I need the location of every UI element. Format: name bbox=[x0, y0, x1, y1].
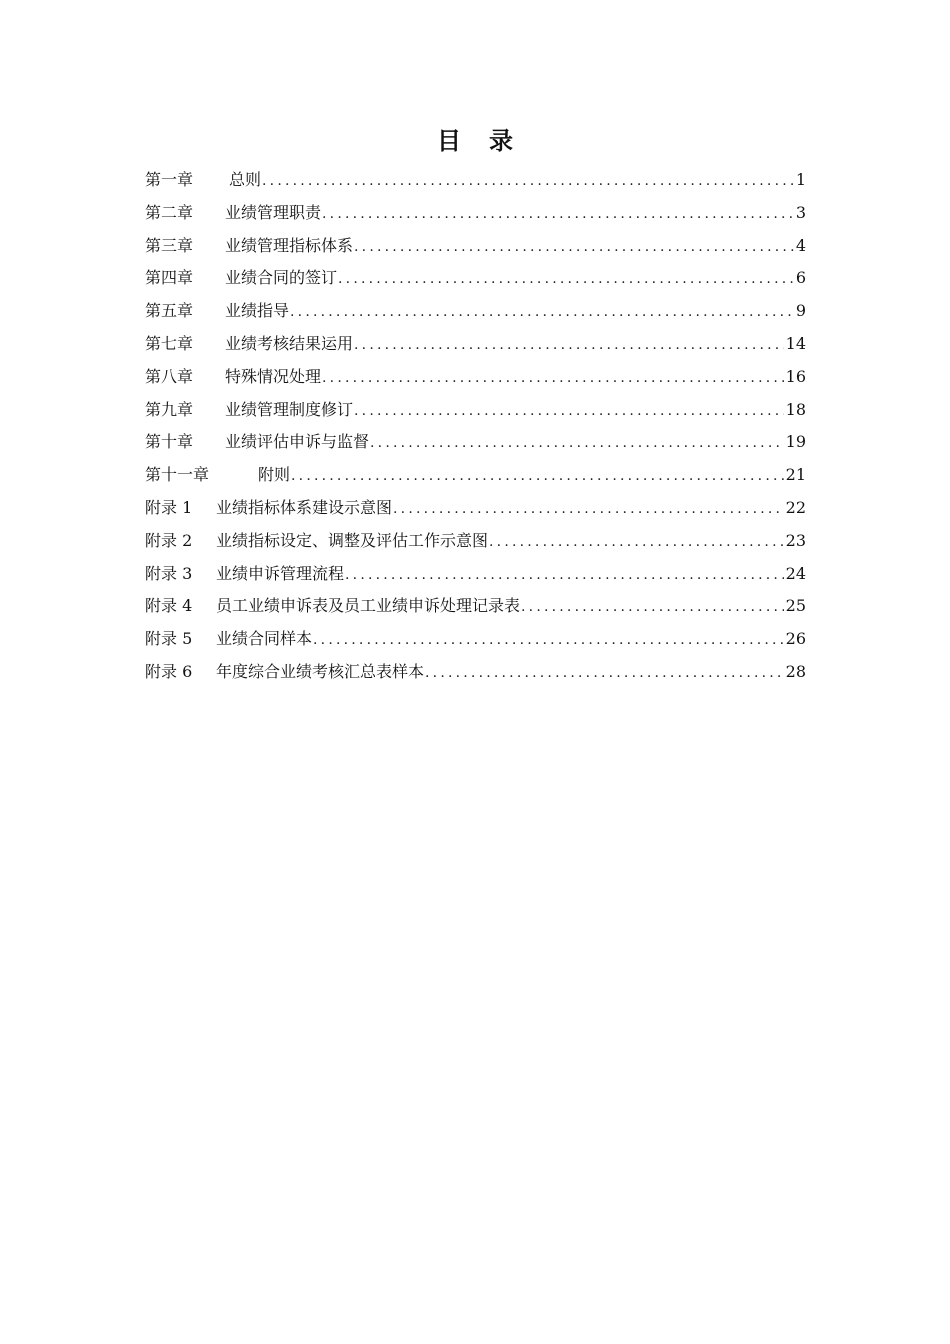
toc-entry[interactable] bbox=[145, 230, 806, 263]
toc-entry[interactable] bbox=[145, 361, 806, 394]
toc-entry[interactable] bbox=[145, 590, 806, 623]
toc-heading: 业绩考核结果运用 bbox=[225, 333, 354, 353]
toc-chapter-label: 第十章 bbox=[145, 432, 194, 452]
toc-heading: 员工业绩申诉表及员工业绩申诉处理记录表 bbox=[216, 596, 521, 616]
toc-page-number: 21 bbox=[785, 465, 806, 485]
toc-page-number: 23 bbox=[785, 530, 806, 550]
toc-heading: 附则 bbox=[258, 465, 291, 485]
toc-chapter-label: 第四章 bbox=[145, 268, 194, 288]
toc-entry[interactable] bbox=[145, 164, 806, 197]
toc-chapter-label: 第十一章 bbox=[145, 465, 210, 485]
toc-heading: 总则 bbox=[229, 170, 262, 189]
toc-heading: 业绩指标设定、调整及评估工作示意图 bbox=[216, 530, 489, 550]
toc-chapter-label: 附录 4 bbox=[145, 596, 193, 616]
toc-chapter-label: 附录 1 bbox=[145, 497, 193, 517]
toc-page-number: 6 bbox=[795, 268, 806, 288]
toc-heading: 业绩合同样本 bbox=[216, 629, 313, 649]
toc-page-number: 24 bbox=[785, 563, 806, 583]
toc-entry[interactable] bbox=[145, 197, 806, 230]
toc-heading: 业绩管理制度修订 bbox=[225, 399, 354, 419]
toc-dot-leader bbox=[313, 624, 784, 657]
toc-page-number: 19 bbox=[785, 432, 806, 452]
toc-dot-leader bbox=[354, 329, 784, 362]
toc-entry[interactable] bbox=[145, 525, 806, 558]
toc-chapter-label: 附录 5 bbox=[145, 629, 193, 649]
toc-entry[interactable] bbox=[145, 426, 806, 459]
toc-page-number: 26 bbox=[785, 629, 806, 649]
title-char-1: 目 bbox=[437, 127, 461, 155]
page-title bbox=[0, 124, 950, 158]
toc-page-number: 4 bbox=[795, 235, 806, 255]
toc-dot-leader bbox=[521, 591, 784, 624]
toc-entry[interactable] bbox=[145, 492, 806, 525]
toc-entry[interactable] bbox=[145, 623, 806, 656]
toc-dot-leader bbox=[291, 460, 784, 493]
toc-entry[interactable] bbox=[145, 459, 806, 492]
toc-entry[interactable] bbox=[145, 558, 806, 591]
toc-dot-leader bbox=[338, 263, 794, 296]
toc-chapter-label: 附录 2 bbox=[145, 530, 193, 550]
toc-heading: 业绩管理职责 bbox=[225, 202, 322, 222]
toc-entry[interactable] bbox=[145, 295, 806, 328]
toc-dot-leader bbox=[322, 198, 794, 231]
toc-page-number: 16 bbox=[785, 366, 806, 386]
toc-chapter-label: 第七章 bbox=[145, 333, 194, 353]
toc-page-number: 18 bbox=[785, 399, 806, 419]
toc-entry[interactable] bbox=[145, 394, 806, 427]
toc-dot-leader bbox=[290, 296, 794, 329]
toc-page-number: 28 bbox=[785, 661, 806, 681]
toc-heading: 业绩申诉管理流程 bbox=[216, 563, 345, 583]
toc-heading: 业绩合同的签订 bbox=[225, 268, 338, 288]
toc-heading: 业绩指标体系建设示意图 bbox=[216, 497, 393, 517]
toc-chapter-label: 第三章 bbox=[145, 235, 194, 255]
toc-chapter-label: 第五章 bbox=[145, 301, 194, 321]
toc-dot-leader bbox=[354, 231, 794, 264]
toc-dot-leader bbox=[345, 559, 784, 592]
toc-heading: 特殊情况处理 bbox=[225, 366, 322, 386]
toc-chapter-label: 第八章 bbox=[145, 366, 194, 386]
title-char-2: 录 bbox=[489, 127, 513, 155]
table-of-contents bbox=[145, 164, 806, 689]
toc-dot-leader bbox=[354, 395, 784, 428]
toc-entry[interactable] bbox=[145, 328, 806, 361]
toc-chapter-label: 第九章 bbox=[145, 399, 194, 419]
toc-entry[interactable] bbox=[145, 656, 806, 689]
toc-dot-leader bbox=[262, 165, 794, 198]
toc-page-number: 25 bbox=[785, 596, 806, 616]
toc-dot-leader bbox=[489, 526, 784, 559]
toc-heading: 年度综合业绩考核汇总表样本 bbox=[216, 661, 425, 681]
toc-heading: 业绩评估申诉与监督 bbox=[225, 432, 370, 452]
toc-entry[interactable] bbox=[145, 262, 806, 295]
toc-heading: 业绩管理指标体系 bbox=[225, 235, 354, 255]
toc-page-number: 9 bbox=[795, 301, 806, 321]
toc-dot-leader bbox=[370, 427, 784, 460]
toc-heading: 业绩指导 bbox=[225, 301, 290, 321]
toc-chapter-label: 第一章 bbox=[145, 170, 194, 189]
toc-chapter-label: 附录 6 bbox=[145, 661, 193, 681]
toc-page-number: 22 bbox=[785, 497, 806, 517]
toc-chapter-label: 第二章 bbox=[145, 202, 194, 222]
toc-dot-leader bbox=[322, 362, 784, 395]
toc-dot-leader bbox=[393, 493, 784, 526]
toc-dot-leader bbox=[425, 657, 784, 690]
toc-page-number: 1 bbox=[795, 170, 806, 189]
toc-page-number: 14 bbox=[785, 333, 806, 353]
toc-page-number: 3 bbox=[795, 202, 806, 222]
toc-chapter-label: 附录 3 bbox=[145, 563, 193, 583]
